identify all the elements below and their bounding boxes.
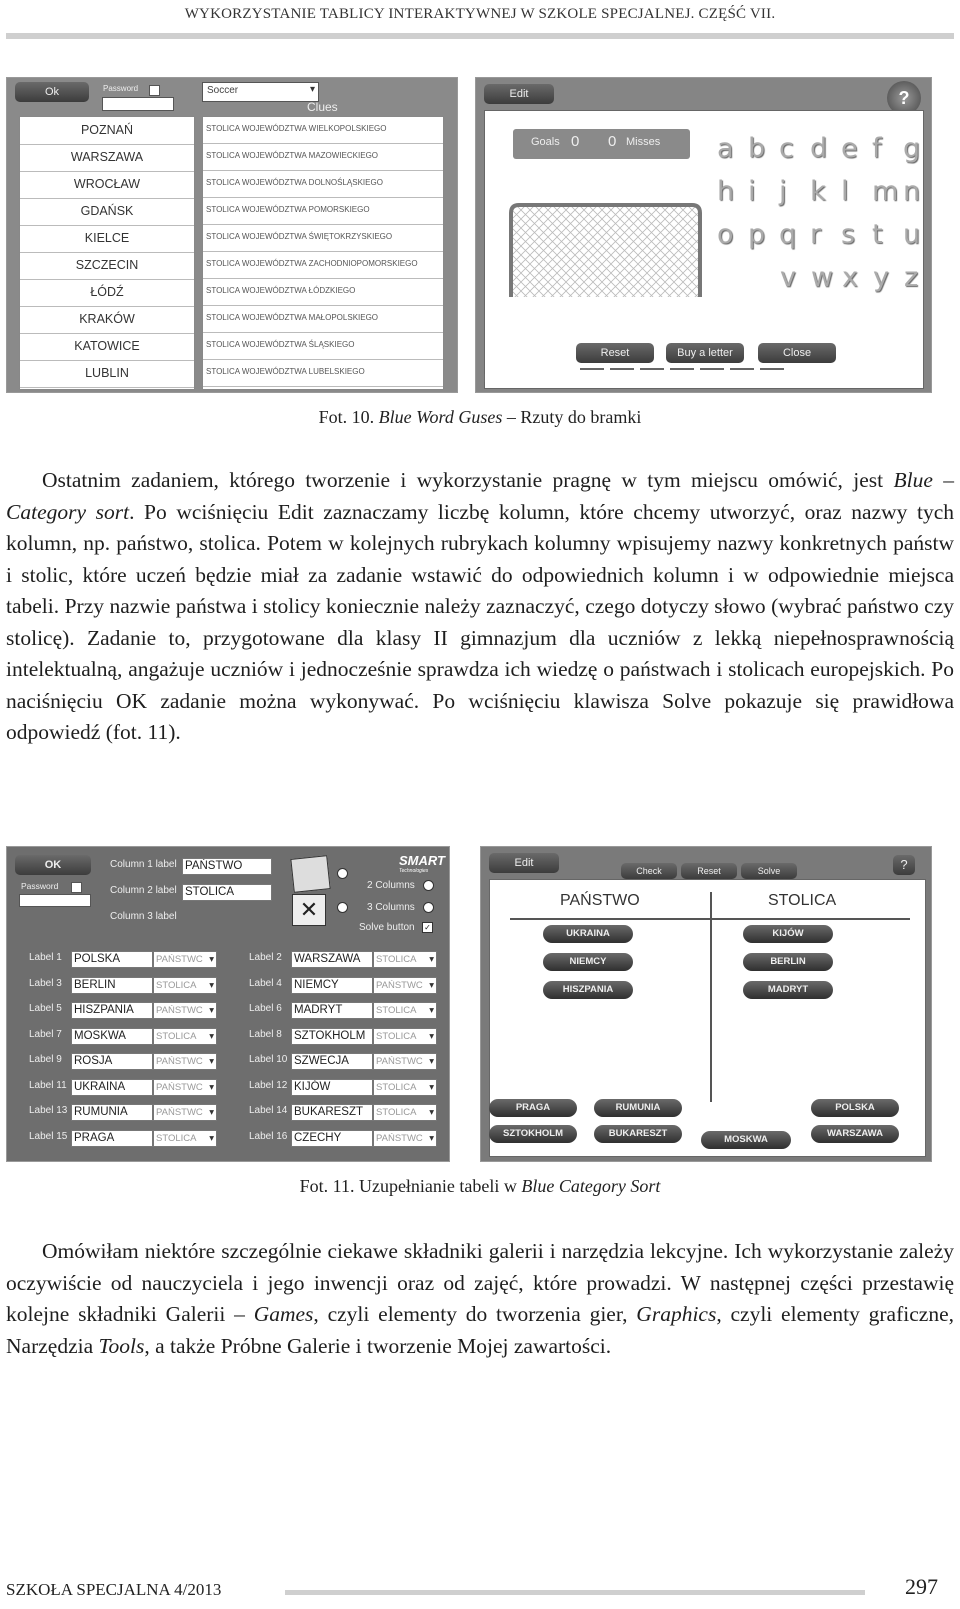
password-checkbox-2[interactable] bbox=[71, 882, 82, 893]
label-name: Label 13 bbox=[29, 1105, 68, 1116]
chevron-down-icon: ▾ bbox=[429, 1081, 434, 1093]
chevron-down-icon: ▾ bbox=[309, 84, 315, 95]
letter-key[interactable]: a bbox=[717, 133, 734, 164]
smart-logo-text: SMART bbox=[399, 853, 445, 868]
solve-button-checkbox[interactable]: ✓ bbox=[422, 922, 433, 933]
buy-letter-button[interactable]: Buy a letter bbox=[666, 343, 744, 363]
soccer-goal-net bbox=[503, 201, 708, 301]
chevron-down-icon: ▾ bbox=[429, 1005, 434, 1016]
label-value-input[interactable]: HISZPANIA bbox=[71, 1002, 153, 1019]
password-field-2[interactable] bbox=[19, 894, 91, 907]
label-type-select[interactable] bbox=[373, 977, 437, 994]
label-name: Label 15 bbox=[29, 1130, 68, 1142]
letter-key[interactable]: v bbox=[780, 262, 796, 293]
label-name: Label 14 bbox=[249, 1105, 288, 1116]
label-type-select[interactable] bbox=[373, 1079, 437, 1096]
label-type-select[interactable] bbox=[153, 1053, 217, 1070]
letter-key[interactable]: q bbox=[779, 219, 797, 250]
sort-tile[interactable]: PRAGA bbox=[489, 1099, 577, 1117]
label-type-value: PAŃSTWC bbox=[156, 1081, 203, 1093]
ok-button-2[interactable]: OK bbox=[15, 855, 91, 875]
label-type-select[interactable] bbox=[153, 1028, 217, 1045]
label-type-select[interactable] bbox=[153, 1079, 217, 1096]
letter-key[interactable]: x bbox=[842, 262, 858, 293]
column-1-label: Column 1 label bbox=[110, 859, 177, 870]
letter-key[interactable]: b bbox=[748, 133, 766, 164]
label-name: Label 12 bbox=[249, 1079, 288, 1091]
clue-item[interactable]: STOLICA WOJEWÓDZTWA MAŁOPOLSKIEGO bbox=[203, 306, 443, 333]
sort-tile[interactable]: POLSKA bbox=[811, 1099, 899, 1117]
letter-key[interactable]: l bbox=[841, 176, 849, 207]
label-type-select[interactable] bbox=[373, 1002, 437, 1019]
radio-2-icon[interactable] bbox=[337, 902, 348, 913]
paragraph-1 bbox=[6, 465, 954, 749]
label-value-input[interactable]: ROSJA bbox=[71, 1053, 153, 1070]
fig11-left-panel bbox=[6, 846, 450, 1162]
sort-tile[interactable]: NIEMCY bbox=[543, 953, 633, 971]
chevron-down-icon: ▾ bbox=[429, 1056, 434, 1067]
running-header: WYKORZYSTANIE TABLICY INTERAKTYWNEJ W SZKOLE SPECJALNEJ. CZĘŚĆ VII. bbox=[184, 6, 776, 22]
label-type-value: STOLICA bbox=[376, 954, 417, 965]
radio-1-icon[interactable] bbox=[337, 868, 348, 879]
label-value-input[interactable]: NIEMCY bbox=[291, 977, 373, 994]
label-name: Label 10 bbox=[249, 1054, 288, 1065]
label-value-input[interactable]: KIJÓW bbox=[291, 1079, 373, 1096]
clue-item[interactable]: STOLICA WOJEWÓDZTWA POMORSKIEGO bbox=[203, 198, 443, 225]
column-2-label: Column 2 label bbox=[110, 885, 177, 896]
sort-tile[interactable]: BUKARESZT bbox=[594, 1125, 682, 1143]
p2-text-a: Omówiłam niektóre szczególnie ciekawe składniki galerii i narzędzia lekcyjne. Ich wykorzystanie zależy oczywiście od nauczyciela i jego inwencji oraz od zajęć, które prowadzi. W następnej części przestawię kolejne składniki Galerii – bbox=[6, 1239, 954, 1326]
label-name: Label 4 bbox=[249, 977, 282, 989]
chevron-down-icon: ▾ bbox=[209, 954, 214, 965]
letter-key[interactable]: r bbox=[810, 219, 822, 250]
edit-button-2[interactable]: Edit bbox=[489, 853, 559, 873]
column-title-panstwo: PAŃSTWO bbox=[560, 892, 640, 909]
clue-item[interactable]: STOLICA WOJEWÓDZTWA ŚWIĘTOKRZYSKIEGO bbox=[203, 225, 443, 252]
clue-item[interactable]: STOLICA WOJEWÓDZTWA ZACHODNIOPOMORSKIEGO bbox=[203, 252, 443, 279]
page-number: 297 bbox=[905, 1574, 938, 1599]
three-columns-option: 3 Columns bbox=[367, 902, 415, 913]
letter-key[interactable]: z bbox=[904, 262, 919, 293]
label-type-value: PAŃSTWC bbox=[156, 954, 203, 965]
password-checkbox[interactable] bbox=[149, 85, 160, 96]
clue-item[interactable]: STOLICA WOJEWÓDZTWA MAZOWIECKIEGO bbox=[203, 144, 443, 171]
sort-tile[interactable]: HISZPANIA bbox=[543, 981, 633, 999]
smart-logo bbox=[399, 853, 445, 874]
letter-key[interactable]: f bbox=[872, 133, 882, 164]
letter-key[interactable]: u bbox=[903, 219, 921, 250]
label-name: Label 1 bbox=[29, 952, 62, 963]
sort-tile[interactable]: KIJÓW bbox=[743, 925, 833, 943]
clue-item[interactable]: STOLICA WOJEWÓDZTWA ŁÓDZKIEGO bbox=[203, 279, 443, 306]
label-name: Label 5 bbox=[29, 1003, 62, 1014]
reset-button[interactable]: Reset bbox=[576, 343, 654, 363]
check-icon: ☑ bbox=[484, 373, 494, 385]
thumbnail-icon bbox=[290, 855, 330, 893]
ok-button[interactable]: Ok bbox=[15, 82, 89, 102]
city-item[interactable]: WARSZAWA bbox=[20, 144, 194, 172]
letter-key[interactable]: c bbox=[779, 133, 794, 164]
letter-key[interactable]: i bbox=[748, 176, 756, 207]
help-icon: ? bbox=[898, 88, 910, 108]
city-item[interactable]: ŁÓDŹ bbox=[20, 279, 194, 307]
letter-key[interactable]: o bbox=[717, 219, 734, 250]
chevron-down-icon: ▾ bbox=[429, 1030, 434, 1042]
p2-text-b: , czyli elementy do tworzenia gier, bbox=[313, 1302, 637, 1326]
label-type-select[interactable] bbox=[373, 1028, 437, 1045]
header-rule bbox=[6, 33, 954, 39]
three-columns-radio[interactable] bbox=[423, 902, 434, 913]
goals-count: 0 bbox=[571, 133, 580, 150]
edit-button[interactable]: Edit bbox=[484, 84, 554, 104]
label-type-select[interactable] bbox=[373, 951, 437, 968]
sound-label: Sound bbox=[496, 373, 529, 385]
label-type-value: PAŃSTWC bbox=[156, 1056, 203, 1067]
sort-tile[interactable]: WARSZAWA bbox=[811, 1125, 899, 1143]
chevron-down-icon: ▾ bbox=[429, 979, 434, 991]
p2-games: Games bbox=[253, 1302, 314, 1326]
clue-item[interactable]: STOLICA WOJEWÓDZTWA LUBELSKIEGO bbox=[203, 360, 443, 387]
password-field[interactable] bbox=[102, 97, 174, 111]
letter-key[interactable]: e bbox=[841, 133, 858, 164]
city-item[interactable]: SZCZECIN bbox=[20, 252, 194, 280]
two-columns-radio[interactable] bbox=[423, 880, 434, 891]
label-name: Label 9 bbox=[29, 1054, 62, 1065]
footer-rule bbox=[285, 1590, 865, 1595]
city-item[interactable]: POZNAŃ bbox=[20, 117, 194, 145]
p1-italic: Blue – Category sort bbox=[6, 468, 954, 524]
chevron-down-icon: ▾ bbox=[209, 1030, 214, 1042]
chevron-down-icon: ▾ bbox=[429, 954, 434, 965]
help-button-2[interactable]: ? bbox=[893, 855, 915, 875]
smart-logo-sub: Technologies bbox=[399, 868, 429, 874]
sort-tile[interactable]: MOSKWA bbox=[701, 1131, 791, 1149]
column-2-input[interactable]: STOLICA bbox=[182, 884, 272, 901]
label-value-input[interactable]: RUMUNIA bbox=[71, 1104, 153, 1121]
misses-count: 0 bbox=[608, 133, 617, 150]
score-bar bbox=[513, 129, 690, 159]
caption-title-2: Blue Category Sort bbox=[521, 1176, 661, 1196]
delete-icon[interactable]: ✕ bbox=[292, 894, 326, 926]
clue-item[interactable]: STOLICA WOJEWÓDZTWA DOLNOŚLĄSKIEGO bbox=[203, 171, 443, 198]
chevron-down-icon: ▾ bbox=[209, 1005, 214, 1016]
label-type-select[interactable] bbox=[153, 1002, 217, 1019]
chevron-down-icon: ▾ bbox=[209, 1081, 214, 1093]
fig11-caption bbox=[0, 1176, 960, 1197]
city-item[interactable]: LUBLIN bbox=[20, 360, 194, 388]
letter-key[interactable]: s bbox=[841, 219, 856, 250]
caption-prefix-2: Fot. 11. Uzupełnianie tabeli w bbox=[299, 1176, 522, 1196]
p2-graphics: Graphics bbox=[636, 1302, 717, 1326]
clue-item[interactable]: STOLICA WOJEWÓDZTWA WIELKOPOLSKIEGO bbox=[203, 117, 443, 144]
cities-list bbox=[19, 116, 195, 390]
label-type-select[interactable] bbox=[153, 1104, 217, 1121]
solve-button[interactable]: Solve bbox=[741, 863, 797, 879]
table-divider-line bbox=[710, 892, 712, 1102]
city-item[interactable]: WROCŁAW bbox=[20, 171, 194, 199]
chevron-down-icon: ▾ bbox=[209, 979, 214, 991]
chevron-down-icon: ▾ bbox=[209, 1056, 214, 1067]
label-value-input[interactable]: BERLIN bbox=[71, 977, 153, 994]
column-3-label: Column 3 label bbox=[110, 911, 177, 922]
password-label-2: Password bbox=[21, 881, 59, 891]
misses-label: Misses bbox=[626, 136, 661, 148]
clues-title: Clues bbox=[307, 100, 338, 114]
reset-button-2[interactable]: Reset bbox=[681, 863, 737, 879]
label-value-input[interactable]: UKRAINA bbox=[71, 1079, 153, 1096]
letter-key[interactable]: d bbox=[810, 133, 828, 164]
label-type-select[interactable] bbox=[153, 1130, 217, 1147]
label-name: Label 16 bbox=[249, 1130, 288, 1142]
label-value-input[interactable]: BUKARESZT bbox=[291, 1104, 373, 1121]
chevron-down-icon: ▾ bbox=[429, 1132, 434, 1144]
label-name: Label 8 bbox=[249, 1028, 282, 1040]
city-item[interactable]: KIELCE bbox=[20, 225, 194, 253]
label-type-value: PAŃSTWC bbox=[376, 1056, 423, 1067]
label-type-select[interactable] bbox=[373, 1104, 437, 1121]
label-type-select[interactable] bbox=[153, 977, 217, 994]
label-value-input[interactable]: PRAGA bbox=[71, 1130, 153, 1147]
caption-suffix: – Rzuty do bramki bbox=[502, 407, 642, 427]
chevron-down-icon: ▾ bbox=[209, 1132, 214, 1144]
label-name: Label 2 bbox=[249, 952, 282, 963]
label-type-value: STOLICA bbox=[376, 1005, 417, 1016]
letter-key[interactable]: g bbox=[903, 133, 921, 164]
fig11-right-panel bbox=[480, 846, 932, 1162]
caption-prefix: Fot. 10. bbox=[318, 407, 379, 427]
label-type-value: PAŃSTWC bbox=[156, 1005, 203, 1016]
p2-text-d: , a także Próbne Galerie i tworzenie Mojej zawartości. bbox=[144, 1333, 612, 1358]
label-type-value: STOLICA bbox=[376, 1107, 417, 1118]
solve-button-option: Solve button bbox=[359, 922, 415, 933]
fig10-caption bbox=[0, 407, 960, 428]
chevron-down-icon: ▾ bbox=[209, 1107, 214, 1118]
letter-key[interactable]: h bbox=[717, 176, 735, 207]
city-item[interactable]: GDAŃSK bbox=[20, 198, 194, 226]
label-name: Label 3 bbox=[29, 977, 62, 989]
letter-key[interactable]: w bbox=[811, 262, 834, 293]
caption-title: Blue Word Guses bbox=[378, 407, 503, 427]
label-type-value: STOLICA bbox=[376, 1030, 417, 1042]
label-value-input[interactable]: SZTOKHOLM bbox=[291, 1028, 373, 1045]
sort-tile[interactable]: RUMUNIA bbox=[594, 1099, 682, 1117]
label-type-select[interactable] bbox=[373, 1053, 437, 1070]
password-label: Password bbox=[103, 84, 139, 93]
sort-tile[interactable]: SZTOKHOLM bbox=[489, 1125, 577, 1143]
letter-key[interactable]: t bbox=[872, 219, 883, 250]
label-value-input[interactable]: MADRYT bbox=[291, 1002, 373, 1019]
fig10-left-panel bbox=[6, 77, 458, 393]
label-value-input[interactable]: CZECHY bbox=[291, 1130, 373, 1147]
label-type-value: PAŃSTWC bbox=[376, 1132, 423, 1144]
sort-tile[interactable]: UKRAINA bbox=[543, 925, 633, 943]
column-1-input[interactable]: PAŃSTWO bbox=[182, 858, 272, 875]
sort-tile[interactable]: MADRYT bbox=[743, 981, 833, 999]
p1-text-a: Ostatnim zadaniem, którego tworzenie i wykorzystanie pragnę w tym miejscu omówić, jest bbox=[42, 468, 894, 492]
game-dropdown[interactable] bbox=[202, 82, 319, 102]
label-type-select[interactable] bbox=[153, 951, 217, 968]
city-item[interactable]: KATOWICE bbox=[20, 333, 194, 361]
label-name: Label 11 bbox=[29, 1079, 67, 1091]
letter-key[interactable]: n bbox=[903, 176, 921, 207]
p2-text-c: , czyli elementy graficzne, Narzędzia bbox=[6, 1302, 954, 1358]
clue-item[interactable]: STOLICA WOJEWÓDZTWA ŚLĄSKIEGO bbox=[203, 333, 443, 360]
p1-text-b: . Po wciśnięciu Edit zaznaczamy liczbę kolumn, które chcemy utworzyć, oraz nazwy tych kolumn, np. państwo, stolica. Potem w kolejnych rubrykach kolumny wpisujemy nazwy konkretnych państw i stolic, które uczeń będzie miał za zadanie wstawić do odpowiednich kolumn i w odpowiednie miejsca tabeli. Przy nazwie państwa i stolicy koniecznie należy zaznaczyć, czego dotyczy słowo (wybrać państwo czy stolicę). Zadanie to, przygotowane dla klasy II gimnazjum dla uczniów z lekką niepełnosprawnością intelektualną, angażuje uczniów i jednocześnie sprawdza ich wiedzę o państwach i stolicach europejskich. Po naciśnięciu OK zadanie można wykonywać. Po wciśnięciu klawisza Solve pokazuje się prawidłowa odpowiedź (fot. 11). bbox=[6, 499, 954, 744]
letter-key[interactable]: m bbox=[872, 176, 899, 207]
column-title-stolica: STOLICA bbox=[768, 892, 837, 909]
word-blanks bbox=[580, 366, 810, 372]
city-item[interactable]: KRAKÓW bbox=[20, 306, 194, 334]
fig10-right-panel bbox=[475, 77, 932, 393]
sort-tile[interactable]: BERLIN bbox=[743, 953, 833, 971]
journal-name: SZKOŁA SPECJALNA 4/2013 bbox=[6, 1580, 222, 1599]
letter-key[interactable]: y bbox=[873, 262, 889, 293]
label-type-value: PAŃSTWC bbox=[376, 979, 423, 991]
p2-tools: Tools bbox=[98, 1333, 145, 1358]
close-button[interactable]: Close bbox=[758, 343, 836, 363]
clues-list bbox=[202, 116, 444, 390]
label-name: Label 7 bbox=[29, 1028, 62, 1040]
label-type-value: STOLICA bbox=[156, 1030, 197, 1042]
two-columns-option: 2 Columns bbox=[367, 880, 415, 891]
label-value-input[interactable]: WARSZAWA bbox=[291, 951, 373, 968]
chevron-down-icon: ▾ bbox=[429, 1107, 434, 1118]
label-type-value: STOLICA bbox=[156, 979, 197, 991]
label-name: Label 6 bbox=[249, 1003, 282, 1014]
paragraph-2 bbox=[6, 1236, 954, 1362]
label-type-value: PAŃSTWC bbox=[156, 1107, 203, 1118]
sound-toggle[interactable] bbox=[484, 372, 529, 385]
letter-key[interactable]: p bbox=[748, 219, 766, 250]
game-dropdown-value: Soccer bbox=[207, 85, 239, 96]
letter-key[interactable]: j bbox=[779, 176, 787, 207]
label-value-input[interactable]: MOSKWA bbox=[71, 1028, 153, 1045]
goals-label: Goals bbox=[531, 136, 560, 148]
label-type-value: STOLICA bbox=[376, 1081, 417, 1093]
letter-key[interactable]: k bbox=[810, 176, 826, 207]
label-value-input[interactable]: SZWECJA bbox=[291, 1053, 373, 1070]
check-button[interactable]: Check bbox=[621, 863, 677, 879]
label-type-select[interactable] bbox=[373, 1130, 437, 1147]
label-type-value: STOLICA bbox=[156, 1132, 197, 1144]
label-value-input[interactable]: POLSKA bbox=[71, 951, 153, 968]
